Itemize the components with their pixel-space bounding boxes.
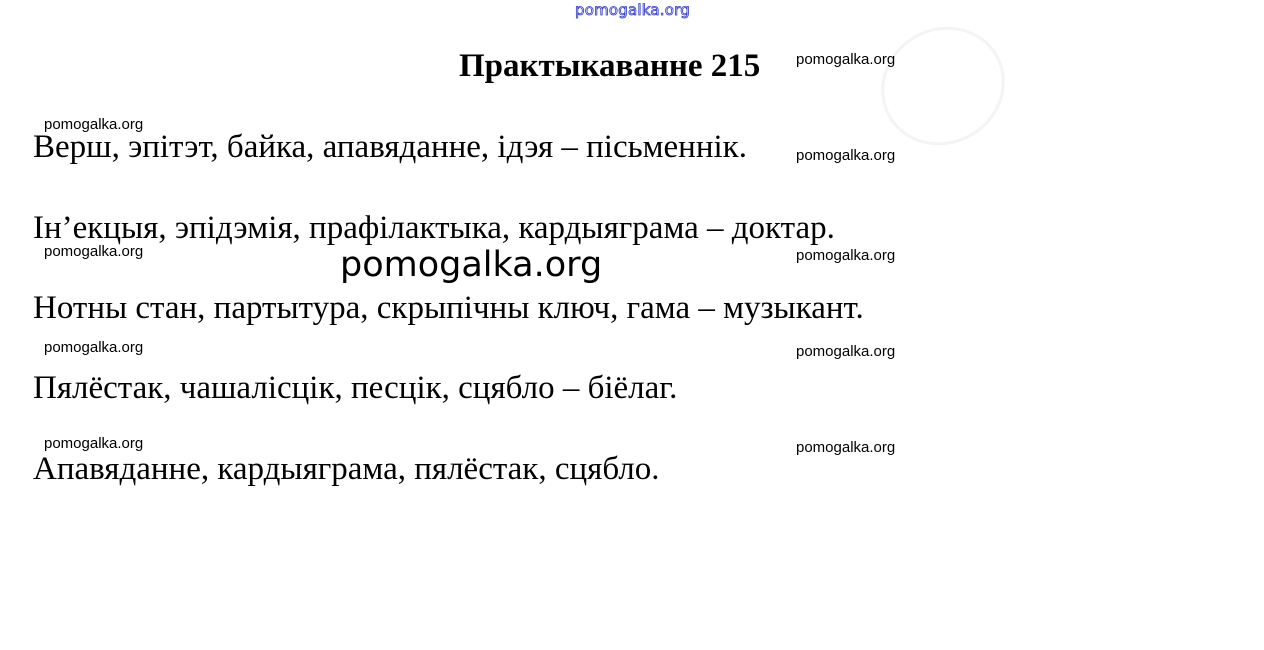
header-site-watermark: pomogalka.org — [575, 1, 690, 19]
site-watermark: pomogalka.org — [796, 439, 896, 456]
answer-line-4: Пялёстак, чашалісцік, песцік, сцябло – біёлаг. — [33, 370, 678, 406]
site-watermark: pomogalka.org — [796, 147, 896, 164]
large-site-watermark: pomogalka.org — [340, 245, 603, 285]
answer-line-3: Нотны стан, партытура, скрыпічны ключ, гама – музыкант. — [33, 290, 864, 326]
answer-line-1: Верш, эпітэт, байка, апавяданне, ідэя – пісьменнік. — [33, 129, 747, 165]
answer-line-2: Ін’екцыя, эпідэмія, прафілактыка, кардыяграма – доктар. — [33, 210, 835, 246]
site-watermark: pomogalka.org — [796, 247, 896, 264]
site-watermark: pomogalka.org — [44, 339, 144, 356]
site-watermark: pomogalka.org — [796, 343, 896, 360]
exercise-title: Практыкаванне 215 — [459, 48, 761, 84]
site-watermark: pomogalka.org — [44, 116, 144, 133]
site-watermark: pomogalka.org — [44, 435, 144, 452]
faint-stamp-watermark — [859, 4, 1026, 167]
site-watermark: pomogalka.org — [796, 51, 896, 68]
answer-line-5: Апавяданне, кардыяграма, пялёстак, сцябло. — [33, 451, 660, 487]
site-watermark: pomogalka.org — [44, 243, 144, 260]
